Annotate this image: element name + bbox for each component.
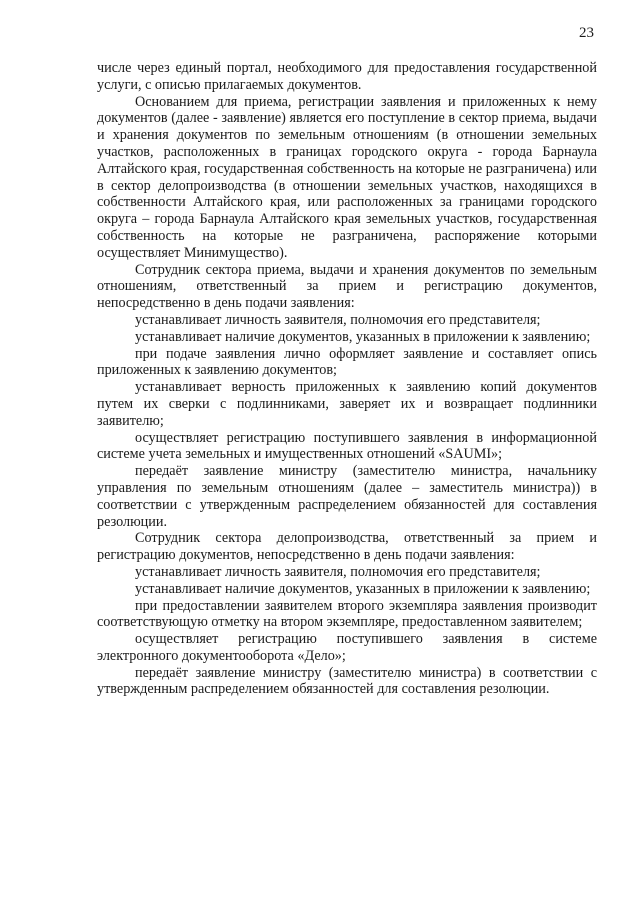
paragraph: передаёт заявление министру (заместителю министра, начальнику управления по земельным отношениям (далее – заместитель министра)) в соответствии с утвержденным распределением обязанностей для составления резолюции. bbox=[97, 463, 597, 530]
paragraph: Сотрудник сектора делопроизводства, ответственный за прием и регистрацию документов, непосредственно в день подачи заявления: bbox=[97, 530, 597, 564]
paragraph: при предоставлении заявителем второго экземпляра заявления производит соответствующую отметку на втором экземпляре, предоставленном заявителем; bbox=[97, 597, 597, 631]
paragraph: устанавливает личность заявителя, полномочия его представителя; bbox=[135, 311, 541, 328]
paragraph: устанавливает верность приложенных к заявлению копий документов путем их сверки с подлинниками, заверяет их и возвращает подлинники заявителю; bbox=[97, 379, 597, 429]
paragraph: осуществляет регистрацию поступившего заявления в информационной системе учета земельных и имущественных отношений «SAUMI»; bbox=[97, 429, 597, 463]
paragraph: устанавливает личность заявителя, полномочия его представителя; bbox=[135, 563, 541, 580]
page-number: 23 bbox=[579, 25, 594, 41]
paragraph: Сотрудник сектора приема, выдачи и хранения документов по земельным отношениям, ответственный за прием и регистрацию документов, непосредственно в день подачи заявления: bbox=[97, 261, 597, 312]
paragraph: устанавливает наличие документов, указанных в приложении к заявлению; bbox=[135, 580, 591, 597]
paragraph: числе через единый портал, необходимого для предоставления государственной услуги, с описью прилагаемых документов. bbox=[97, 60, 597, 93]
paragraph: при подаче заявления лично оформляет заявление и составляет опись приложенных к заявлению документов; bbox=[97, 345, 597, 379]
paragraph: передаёт заявление министру (заместителю министра) в соответствии с утвержденным распределением обязанностей для составления резолюции. bbox=[97, 664, 597, 698]
paragraph: Основанием для приема, регистрации заявления и приложенных к нему документов (далее - заявление) является его поступление в сектор приема, выдачи и хранения документов по земельным отношениям (в отношении земельных участков, расположенных в границах городского округа - города Барнаула Алтайского края, государственная собственность на которые не разграничена) или в сектор делопроизводства (в отношении земельных участков, находящихся в собственности Алтайского края, или расположенных за границами городского округа – города Барнаула Алтайского края земельных участков, государственная собственность на которые не разграничена, распоряжение которыми осуществляет Минимущество). bbox=[97, 93, 597, 261]
paragraph: осуществляет регистрацию поступившего заявления в системе электронного документооборота «Дело»; bbox=[97, 631, 597, 664]
paragraph: устанавливает наличие документов, указанных в приложении к заявлению; bbox=[135, 328, 591, 345]
document-body bbox=[97, 60, 597, 698]
